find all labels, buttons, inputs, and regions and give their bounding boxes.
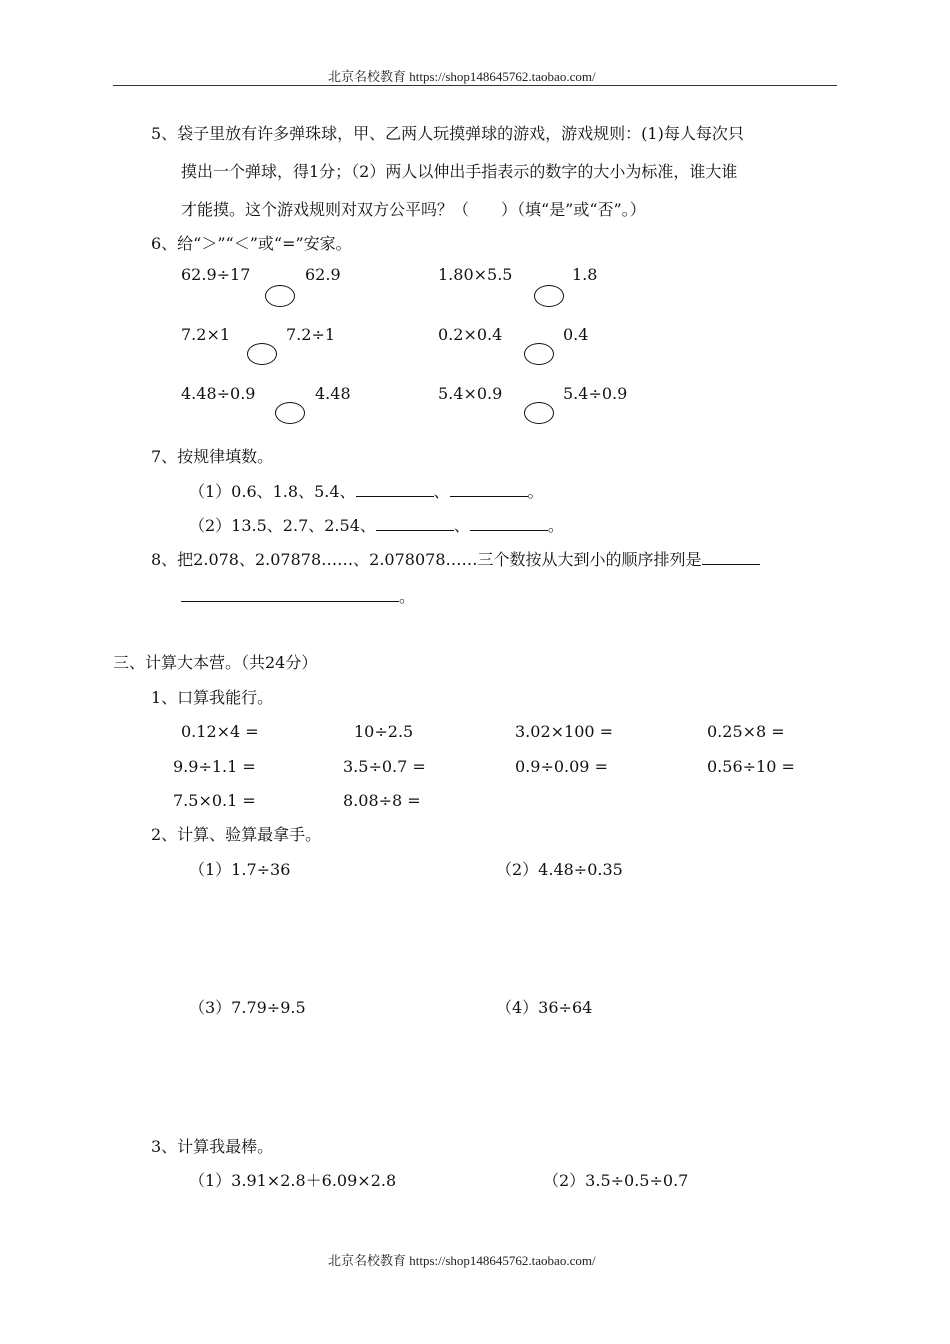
period: 。 xyxy=(399,587,416,606)
q5-line1: 5、袋子里放有许多弹珠球，甲、乙两人玩摸弹球的游戏，游戏规则：(1)每人每次只 xyxy=(151,124,744,143)
section3-title: 三、计算大本营。（共24分） xyxy=(113,653,318,672)
q5-line2: 摸出一个弹球，得1分；（2）两人以伸出手指表示的数字的大小为标准，谁大谁 xyxy=(181,162,738,181)
q6-r1c1-right: 62.9 xyxy=(305,265,341,284)
q6-r1c2-right: 1.8 xyxy=(572,265,598,284)
section3-sub2: 2、计算、验算最拿手。 xyxy=(151,825,322,844)
q7-line1 xyxy=(189,482,544,502)
answer-blank[interactable] xyxy=(450,482,528,497)
separator: 、 xyxy=(433,482,450,501)
answer-blank[interactable] xyxy=(702,550,760,565)
oral-item: 0.56÷10 = xyxy=(707,757,795,776)
check-item: （3）7.79÷9.5 xyxy=(189,998,306,1017)
q7-line2-prefix: （2）13.5、2.7、2.54、 xyxy=(189,516,376,535)
oral-item: 8.08÷8 = xyxy=(343,791,421,810)
check-item: （1）1.7÷36 xyxy=(189,860,291,879)
oral-item: 0.25×8 = xyxy=(707,722,785,741)
header-rule xyxy=(113,85,837,86)
oral-item: 9.9÷1.1 = xyxy=(173,757,256,776)
oral-item: 0.9÷0.09 = xyxy=(515,757,608,776)
oral-item: 3.02×100 = xyxy=(515,722,614,741)
q5-line3: 才能摸。这个游戏规则对双方公平吗？（ ）（填“是”或“否”。） xyxy=(181,200,646,219)
q6-r3c1-right: 4.48 xyxy=(315,384,351,403)
q6-r1c2-left: 1.80×5.5 xyxy=(438,265,513,284)
section3-sub1: 1、口算我能行。 xyxy=(151,688,274,707)
compare-circle[interactable] xyxy=(275,402,305,424)
period: 。 xyxy=(527,482,544,501)
answer-blank[interactable] xyxy=(470,516,548,531)
section3-sub3: 3、计算我最棒。 xyxy=(151,1137,274,1156)
calc-item: （2）3.5÷0.5÷0.7 xyxy=(543,1171,689,1190)
separator: 、 xyxy=(453,516,470,535)
check-item: （2）4.48÷0.35 xyxy=(496,860,623,879)
oral-item: 3.5÷0.7 = xyxy=(343,757,426,776)
q6-r3c2-left: 5.4×0.9 xyxy=(438,384,503,403)
q7-line1-prefix: （1）0.6、1.8、5.4、 xyxy=(189,482,356,501)
answer-blank[interactable] xyxy=(376,516,454,531)
q6-r2c1-left: 7.2×1 xyxy=(181,325,231,344)
q6-r2c2-right: 0.4 xyxy=(563,325,589,344)
q6-r1c1-left: 62.9÷17 xyxy=(181,265,251,284)
answer-blank[interactable] xyxy=(356,482,434,497)
compare-circle[interactable] xyxy=(524,402,554,424)
q6-r3c1-left: 4.48÷0.9 xyxy=(181,384,256,403)
check-item: （4）36÷64 xyxy=(496,998,593,1017)
q7-line2 xyxy=(189,516,564,536)
answer-blank[interactable] xyxy=(181,587,399,602)
q8-line2 xyxy=(181,587,415,607)
page-footer: 北京名校教育 https://shop148645762.taobao.com/ xyxy=(328,1253,596,1268)
compare-circle[interactable] xyxy=(524,343,554,365)
calc-item: （1）3.91×2.8＋6.09×2.8 xyxy=(189,1171,397,1190)
q6-title: 6、给“＞”“＜”或“=”安家。 xyxy=(151,234,352,253)
q8-line1 xyxy=(151,550,760,570)
oral-item: 10÷2.5 xyxy=(354,722,414,741)
q6-r2c1-right: 7.2÷1 xyxy=(286,325,336,344)
oral-item: 7.5×0.1 = xyxy=(173,791,256,810)
q8-text: 8、把2.078、2.07878……、2.078078……三个数按从大到小的顺序排列是 xyxy=(151,550,702,569)
page-header: 北京名校教育 https://shop148645762.taobao.com/ xyxy=(328,69,596,84)
q6-r2c2-left: 0.2×0.4 xyxy=(438,325,503,344)
q6-r3c2-right: 5.4÷0.9 xyxy=(563,384,628,403)
compare-circle[interactable] xyxy=(265,285,295,307)
compare-circle[interactable] xyxy=(534,285,564,307)
compare-circle[interactable] xyxy=(247,343,277,365)
period: 。 xyxy=(547,516,564,535)
q7-title: 7、按规律填数。 xyxy=(151,447,274,466)
oral-item: 0.12×4 = xyxy=(181,722,259,741)
